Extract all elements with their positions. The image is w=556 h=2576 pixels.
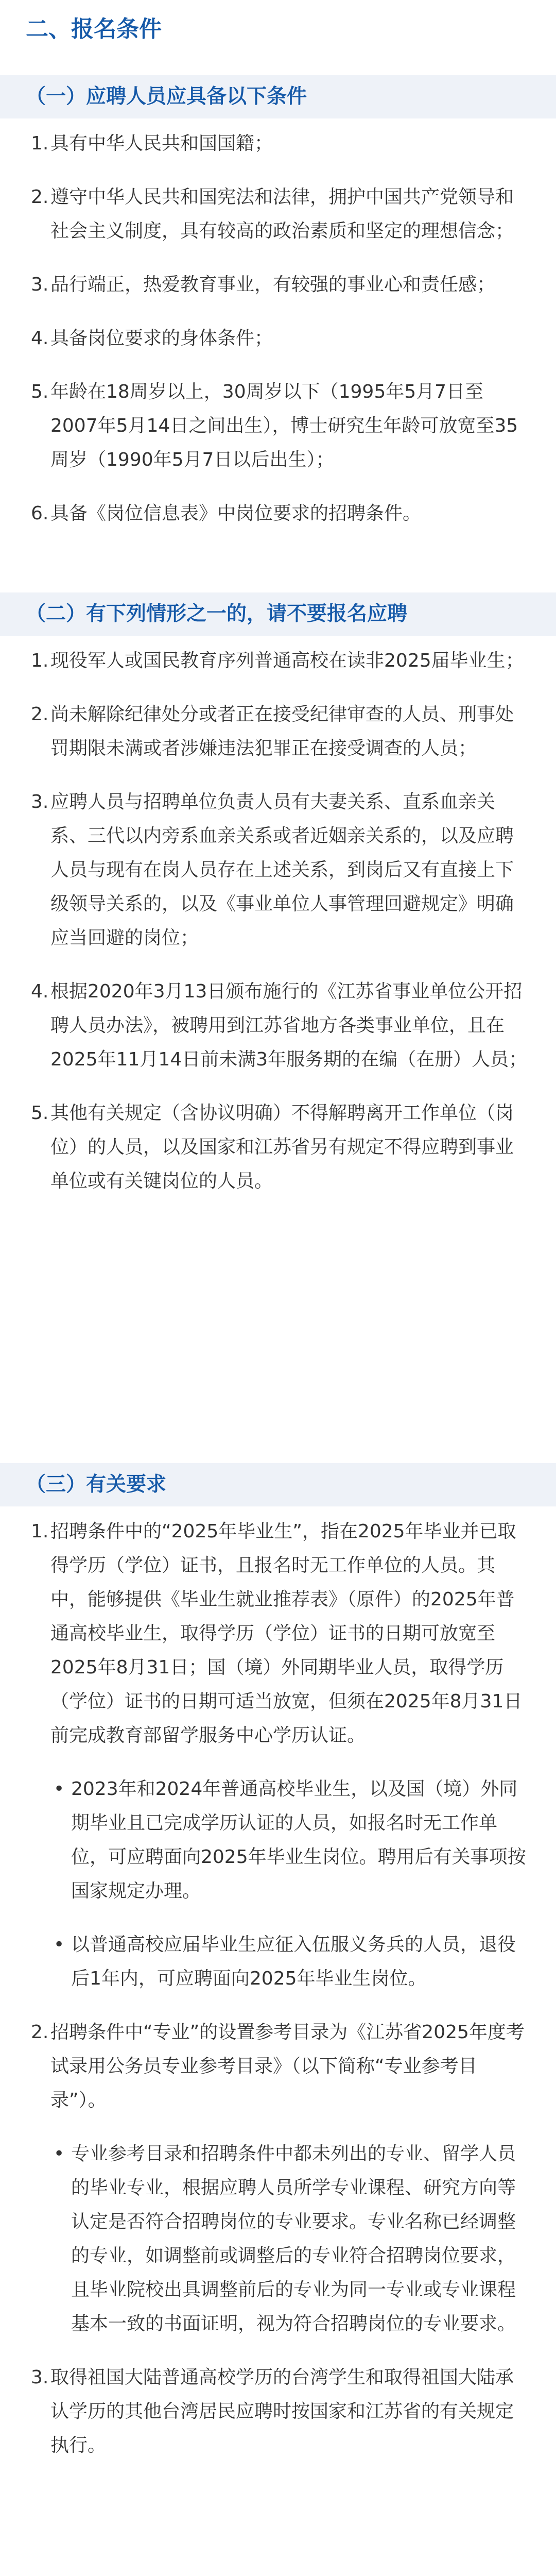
part2-list	[0, 644, 556, 1218]
part3-list	[0, 1515, 556, 2482]
list-item: 2. 尚未解除纪律处分或者正在接受纪律审查的人员、刑事处罚期限未满或者涉嫌违法犯罪正在接受调查的人员；	[31, 704, 514, 759]
part2-title: （二）有下列情形之一的，请不要报名应聘	[0, 592, 556, 636]
list-item: 3. 品行端正，热爱教育事业，有较强的事业心和责任感；	[31, 274, 496, 295]
list-item: 2. 遵守中华人民共和国宪法和法律，拥护中国共产党领导和社会主义制度，具有较高的政治素质和坚定的理想信念；	[31, 187, 514, 242]
bullet-item: • 以普通高校应届毕业生应征入伍服义务兵的人员，退役后1年内，可应聘面向2025年毕业生岗位。	[54, 1934, 516, 1989]
part3-title: （三）有关要求	[0, 1463, 556, 1506]
list-item: 3. 取得祖国大陆普通高校学历的台湾学生和取得祖国大陆承认学历的其他台湾居民应聘时按国家和江苏省的有关规定执行。	[31, 2367, 514, 2456]
list-item: 3. 应聘人员与招聘单位负责人员有夫妻关系、直系血亲关系、三代以内旁系血亲关系或者近姻亲关系的，以及应聘人员与现有在岗人员存在上述关系，到岗后又有直接上下级领导关系的，以及《事业单位人事管理回避规定》明确应当回避的岗位；	[31, 791, 514, 948]
section-title: 二、报名条件	[26, 16, 162, 42]
part1-list	[0, 127, 556, 550]
bullet-item: • 专业参考目录和招聘条件中都未列出的专业、留学人员的毕业专业，根据应聘人员所学专业课程、研究方向等认定是否符合招聘岗位的专业要求。专业名称已经调整的专业，如调整前或调整后的专业符合招聘岗位要求，且毕业院校出具调整前后的专业为同一专业或专业课程基本一致的书面证明，视为符合招聘岗位的专业要求。	[54, 2143, 516, 2334]
part1-title: （一）应聘人员应具备以下条件	[0, 75, 556, 118]
list-item: 4. 具备岗位要求的身体条件；	[31, 328, 273, 349]
list-item: 4. 根据2020年3月13日颁布施行的《江苏省事业单位公开招聘人员办法》，被聘用到江苏省地方各类事业单位，且在2025年11月14日前未满3年服务期的在编（在册）人员；	[31, 981, 528, 1070]
list-item: 1. 招聘条件中的“2025年毕业生”，指在2025年毕业并已取得学历（学位）证书，且报名时无工作单位的人员。其中，能够提供《毕业生就业推荐表》（原件）的2025年普通高校毕业生，取得学历（学位）证书的日期可放宽至2025年8月31日；国（境）外同期毕业人员，取得学历（学位）证书的日期可适当放宽，但须在2025年8月31日前完成教育部留学服务中心学历认证。	[31, 1521, 523, 1746]
list-item: 5. 其他有关规定（含协议明确）不得解聘离开工作单位（岗位）的人员，以及国家和江苏省另有规定不得应聘到事业单位或有关键岗位的人员。	[31, 1103, 514, 1192]
list-item: 6. 具备《岗位信息表》中岗位要求的招聘条件。	[31, 503, 422, 524]
list-item: 5. 年龄在18周岁以上，30周岁以下（1995年5月7日至2007年5月14日之间出生），博士研究生年龄可放宽至35周岁（1990年5月7日以后出生）；	[31, 381, 518, 470]
list-item: 1. 具有中华人民共和国国籍；	[31, 133, 273, 154]
list-item: 2. 招聘条件中“专业”的设置参考目录为《江苏省2025年度考试录用公务员专业参考目录》（以下简称“专业参考目录”）。	[31, 2022, 525, 2111]
list-item: 1. 现役军人或国民教育序列普通高校在读非2025届毕业生；	[31, 650, 524, 671]
bullet-item: • 2023年和2024年普通高校毕业生，以及国（境）外同期毕业且已完成学历认证的人员，如报名时无工作单位，可应聘面向2025年毕业生岗位。聘用后有关事项按国家规定办理。	[54, 1778, 526, 1902]
